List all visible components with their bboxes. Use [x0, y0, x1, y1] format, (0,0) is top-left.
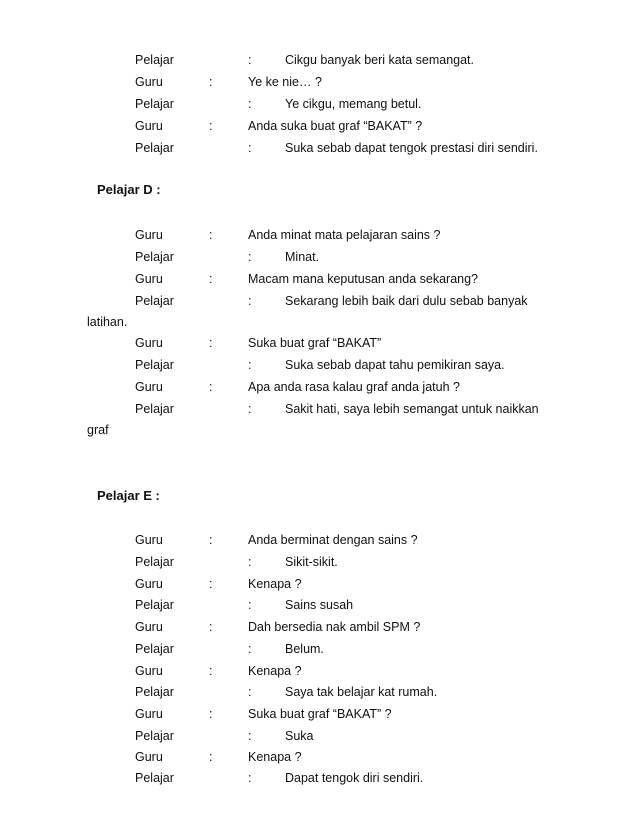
continuation-text: latihan.: [87, 315, 128, 329]
colon: :: [209, 750, 213, 764]
speaker-label: Pelajar: [135, 250, 174, 264]
colon: :: [248, 402, 252, 416]
dialogue-text: Anda berminat dengan sains ?: [248, 533, 418, 547]
section-heading-pelajar-d: Pelajar D :: [97, 182, 161, 197]
speaker-label: Guru: [135, 750, 163, 764]
colon: :: [248, 53, 252, 67]
speaker-label: Pelajar: [135, 97, 174, 111]
dialogue-text: Anda suka buat graf “BAKAT” ?: [248, 119, 423, 133]
colon: :: [209, 533, 213, 547]
dialogue-text: Sakit hati, saya lebih semangat untuk naikkan: [285, 402, 539, 416]
dialogue-text: Saya tak belajar kat rumah.: [285, 685, 438, 699]
dialogue-text: Kenapa ?: [248, 750, 302, 764]
dialogue-text: Minat.: [285, 250, 320, 264]
colon: :: [248, 555, 252, 569]
speaker-label: Pelajar: [135, 294, 174, 308]
dialogue-text: Ye ke nie… ?: [248, 75, 322, 89]
continuation-text: graf: [87, 423, 109, 437]
dialogue-text: Apa anda rasa kalau graf anda jatuh ?: [248, 380, 460, 394]
dialogue-text: Suka sebab dapat tengok prestasi diri sendiri.: [285, 141, 538, 155]
dialogue-text: Dapat tengok diri sendiri.: [285, 771, 424, 785]
speaker-label: Pelajar: [135, 53, 174, 67]
speaker-label: Guru: [135, 75, 163, 89]
speaker-label: Pelajar: [135, 685, 174, 699]
colon: :: [248, 250, 252, 264]
speaker-label: Guru: [135, 336, 163, 350]
dialogue-text: Dah bersedia nak ambil SPM ?: [248, 620, 421, 634]
dialogue-text: Kenapa ?: [248, 664, 302, 678]
section-heading-pelajar-e: Pelajar E :: [97, 488, 160, 503]
dialogue-text: Cikgu banyak beri kata semangat.: [285, 53, 474, 67]
colon: :: [248, 141, 252, 155]
speaker-label: Pelajar: [135, 729, 174, 743]
colon: :: [209, 228, 213, 242]
speaker-label: Pelajar: [135, 141, 174, 155]
dialogue-text: Suka sebab dapat tahu pemikiran saya.: [285, 358, 505, 372]
dialogue-text: Sekarang lebih baik dari dulu sebab banyak: [285, 294, 528, 308]
speaker-label: Guru: [135, 620, 163, 634]
dialogue-text: Ye cikgu, memang betul.: [285, 97, 422, 111]
colon: :: [209, 577, 213, 591]
dialogue-text: Sains susah: [285, 598, 354, 612]
colon: :: [209, 380, 213, 394]
speaker-label: Guru: [135, 228, 163, 242]
dialogue-text: Kenapa ?: [248, 577, 302, 591]
colon: :: [209, 620, 213, 634]
speaker-label: Guru: [135, 533, 163, 547]
dialogue-text: Suka: [285, 729, 314, 743]
speaker-label: Guru: [135, 380, 163, 394]
colon: :: [209, 75, 213, 89]
colon: :: [209, 664, 213, 678]
speaker-label: Guru: [135, 577, 163, 591]
speaker-label: Pelajar: [135, 402, 174, 416]
speaker-label: Guru: [135, 707, 163, 721]
speaker-label: Pelajar: [135, 358, 174, 372]
dialogue-text: Anda minat mata pelajaran sains ?: [248, 228, 441, 242]
speaker-label: Guru: [135, 272, 163, 286]
speaker-label: Pelajar: [135, 642, 174, 656]
colon: :: [248, 598, 252, 612]
dialogue-text: Suka buat graf “BAKAT” ?: [248, 707, 392, 721]
colon: :: [248, 771, 252, 785]
dialogue-text: Suka buat graf “BAKAT”: [248, 336, 382, 350]
colon: :: [209, 272, 213, 286]
speaker-label: Pelajar: [135, 771, 174, 785]
colon: :: [209, 119, 213, 133]
colon: :: [248, 685, 252, 699]
speaker-label: Guru: [135, 664, 163, 678]
speaker-label: Guru: [135, 119, 163, 133]
colon: :: [248, 729, 252, 743]
speaker-label: Pelajar: [135, 555, 174, 569]
colon: :: [248, 358, 252, 372]
speaker-label: Pelajar: [135, 598, 174, 612]
colon: :: [248, 97, 252, 111]
colon: :: [248, 642, 252, 656]
colon: :: [248, 294, 252, 308]
dialogue-text: Macam mana keputusan anda sekarang?: [248, 272, 479, 286]
dialogue-text: Belum.: [285, 642, 324, 656]
colon: :: [209, 707, 213, 721]
colon: :: [209, 336, 213, 350]
dialogue-text: Sikit-sikit.: [285, 555, 338, 569]
